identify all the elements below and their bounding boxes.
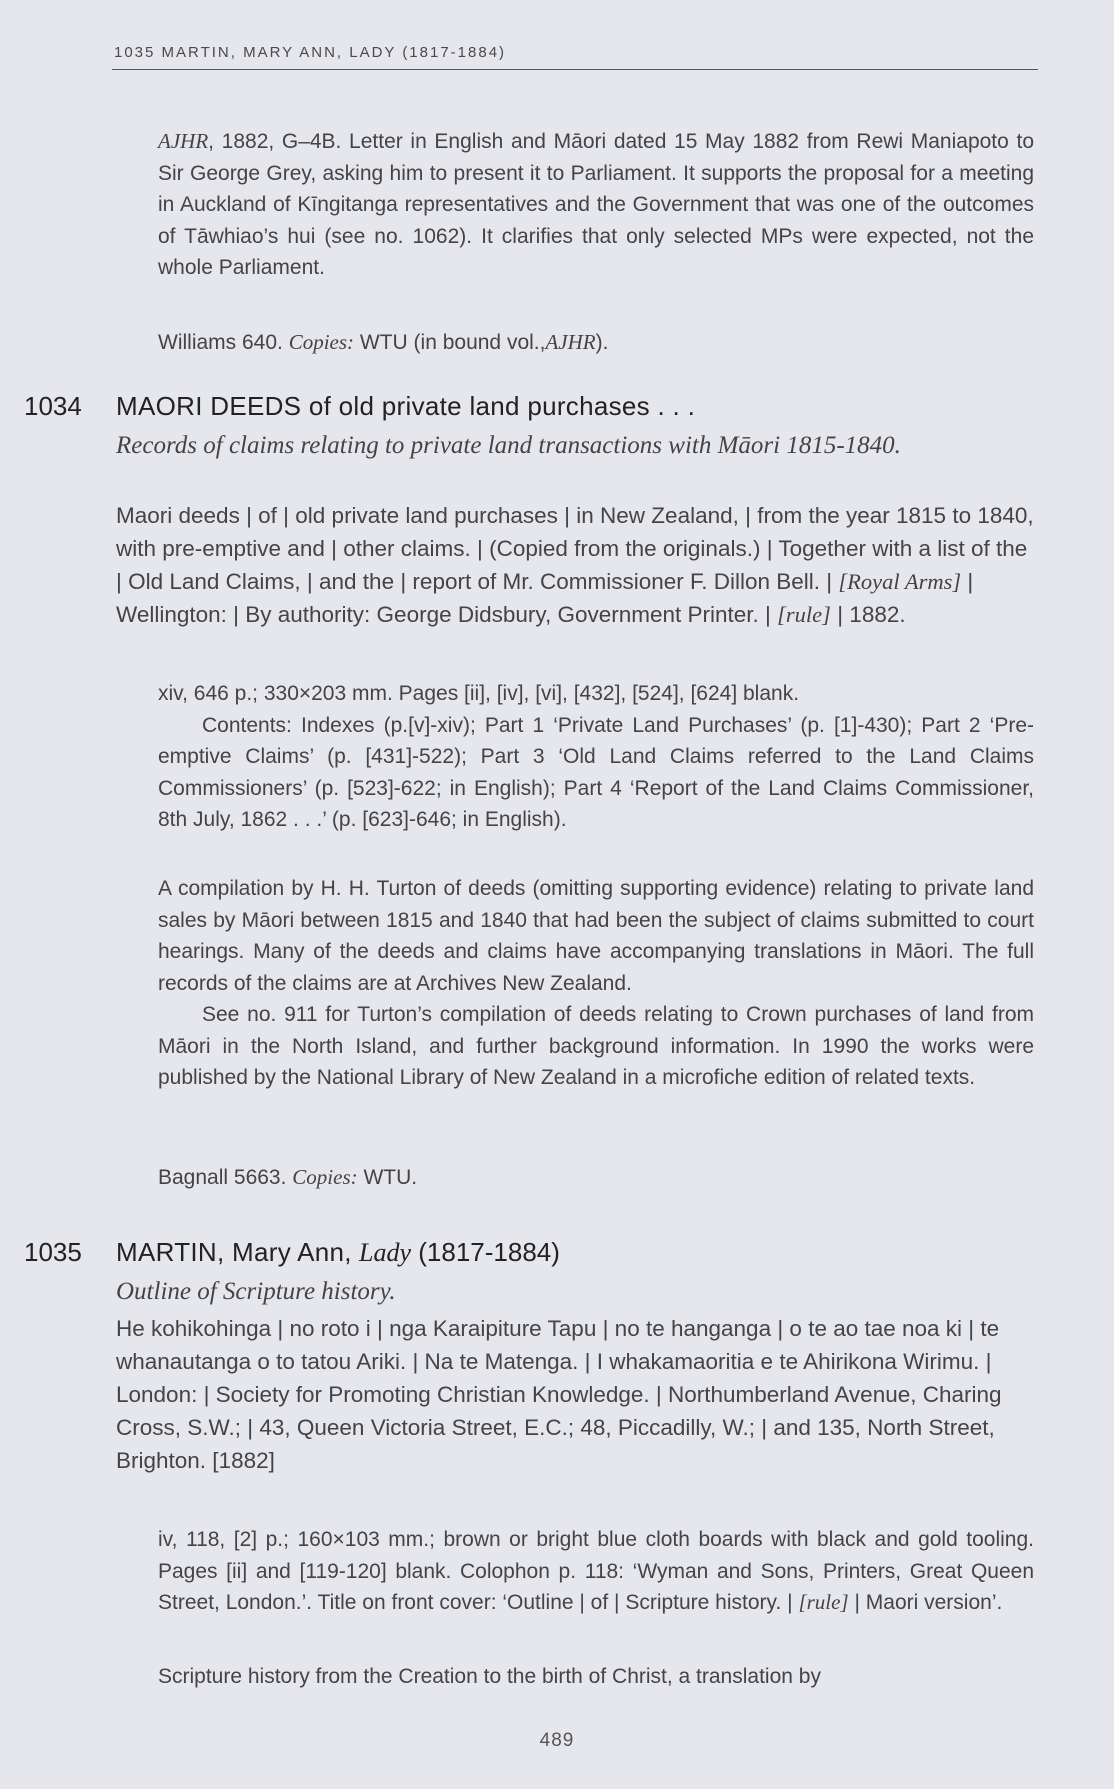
transcription-part-b: | Wellington: | By authority: George Didsbury, Government Printer. | xyxy=(116,569,974,627)
entry-subtitle-1034: Records of claims relating to private land transactions with Māori 1815-1840. xyxy=(116,432,901,459)
copies-label: Copies: xyxy=(288,330,355,354)
carryover-note xyxy=(158,126,1034,284)
entry-heading-title: Lady xyxy=(359,1238,412,1267)
header-rule xyxy=(112,69,1038,70)
transcription-part-c: | 1882. xyxy=(837,602,906,627)
transcription-royal-arms: [Royal Arms] xyxy=(838,569,962,594)
contents-text: Contents: Indexes (p.[v]-xiv); Part 1 ‘Private Land Purchases’ (p. [1]-430); Part 2 ‘Pre-emptive Claims’ (p. [431]-522); Part 3 ‘Old Land Claims referred to the Land Claims Commissioners’ (p. [523]-622; in English); Part 4 ‘Report of the Land Claims Commissioner, 8th July, 1862 . . .’ (p. [623]-646; in English). xyxy=(158,713,1034,831)
entry-number-1035: 1035 xyxy=(24,1237,82,1267)
transcription-rule: [rule] xyxy=(777,602,831,627)
reference-prefix: Bagnall 5663. xyxy=(158,1166,287,1189)
entry-heading-dates: (1817-1884) xyxy=(418,1237,560,1267)
entry-number-1034: 1034 xyxy=(24,391,82,421)
entry-transcription-1034 xyxy=(116,499,1034,631)
entry-heading-text: MAORI DEEDS of old private land purchases . . . xyxy=(116,391,696,421)
collation-text: xiv, 646 p.; 330×203 mm. Pages [ii], [iv], [vi], [432], [524], [624] blank. xyxy=(158,682,800,705)
collation-part-b: | Maori version’. xyxy=(854,1591,1003,1614)
collation-rule: [rule] xyxy=(798,1590,849,1614)
entry-heading-name: MARTIN, Mary Ann, xyxy=(116,1237,352,1267)
carryover-note-body: , 1882, G–4B. Letter in English and Māori dated 15 May 1882 from Rewi Maniapoto to Sir George Grey, asking him to present it to Parliament. It supports the proposal for a meeting in Auckland of Kīngitanga representatives and the Government that was one of the outcomes of Tāwhiao’s hui (see no. 1062). It clarifies that only selected MPs were expected, not the whole Parliament. xyxy=(158,130,1034,279)
note-paragraph-2: See no. 911 for Turton’s compilation of deeds relating to Crown purchases of land from Māori in the North Island, and further background information. In 1990 the works were published by the National Library of New Zealand in a microfiche edition of related texts. xyxy=(158,1003,1034,1089)
reference-prefix: Williams 640. xyxy=(158,331,283,354)
entry-notes-1035 xyxy=(158,1661,1034,1693)
entry-subtitle-1035: Outline of Scripture history. xyxy=(116,1278,396,1305)
note-paragraph-1: A compilation by H. H. Turton of deeds (omitting supporting evidence) relating to private land sales by Māori between 1815 and 1840 that had been the subject of claims submitted to court hearings. Many of the deeds and claims have accompanying translations in Māori. The full records of the claims are at Archives New Zealand. xyxy=(158,877,1034,995)
copies-label: Copies: xyxy=(292,1165,358,1189)
copies-value: WTU (in bound vol., xyxy=(359,331,546,354)
entry-reference-1034 xyxy=(158,1162,1034,1194)
copies-value: WTU. xyxy=(363,1166,418,1189)
running-head: 1035 MARTIN, MARY ANN, LADY (1817-1884) xyxy=(114,44,507,61)
carryover-note-title: AJHR xyxy=(158,129,209,153)
transcription-part-a: Maori deeds | of | old private land purchases | in New Zealand, | from the year 1815 to 1840, with pre-emptive and | other claims. | (Copied from the originals.) | Together with a list of the | Old Land Claims, | and the | report of Mr. Commissioner F. Dillon Bell. | xyxy=(116,503,1034,594)
carryover-reference xyxy=(158,327,1034,359)
entry-heading-1035 xyxy=(116,1237,560,1268)
note-paragraph-1: Scripture history from the Creation to the birth of Christ, a translation by xyxy=(158,1665,821,1688)
collation-part-a: iv, 118, [2] p.; 160×103 mm.; brown or bright blue cloth boards with black and gold tooling. Pages [ii] and [119-120] blank. Colophon p. 118: ‘Wyman and Sons, Printers, Great Queen Street, London.’. Title on front cover: ‘Outline | of | Scripture history. | xyxy=(158,1528,1034,1614)
entry-collation-1035 xyxy=(158,1524,1034,1619)
entry-collation-1034 xyxy=(158,678,1034,836)
entry-notes-1034 xyxy=(158,873,1034,1094)
entry-transcription-1035: He kohikohinga | no roto i | nga Karaipiture Tapu | no te hanganga | o te ao tae noa ki | te whanautanga o to tatou Ariki. | Na te Matenga. | I whakamaoritia e te Ahirikona Wirimu. | London: | Society for Promoting Christian Knowledge. | Northumberland Avenue, Charing Cross, S.W.; | 43, Queen Victoria Street, E.C.; 48, Piccadilly, W.; | and 135, North Street, Brighton. [1882] xyxy=(116,1316,1002,1473)
page-number: 489 xyxy=(539,1730,575,1751)
copies-italic: AJHR xyxy=(545,330,596,354)
copies-end: ). xyxy=(595,331,609,354)
entry-heading-1034 xyxy=(116,391,695,422)
